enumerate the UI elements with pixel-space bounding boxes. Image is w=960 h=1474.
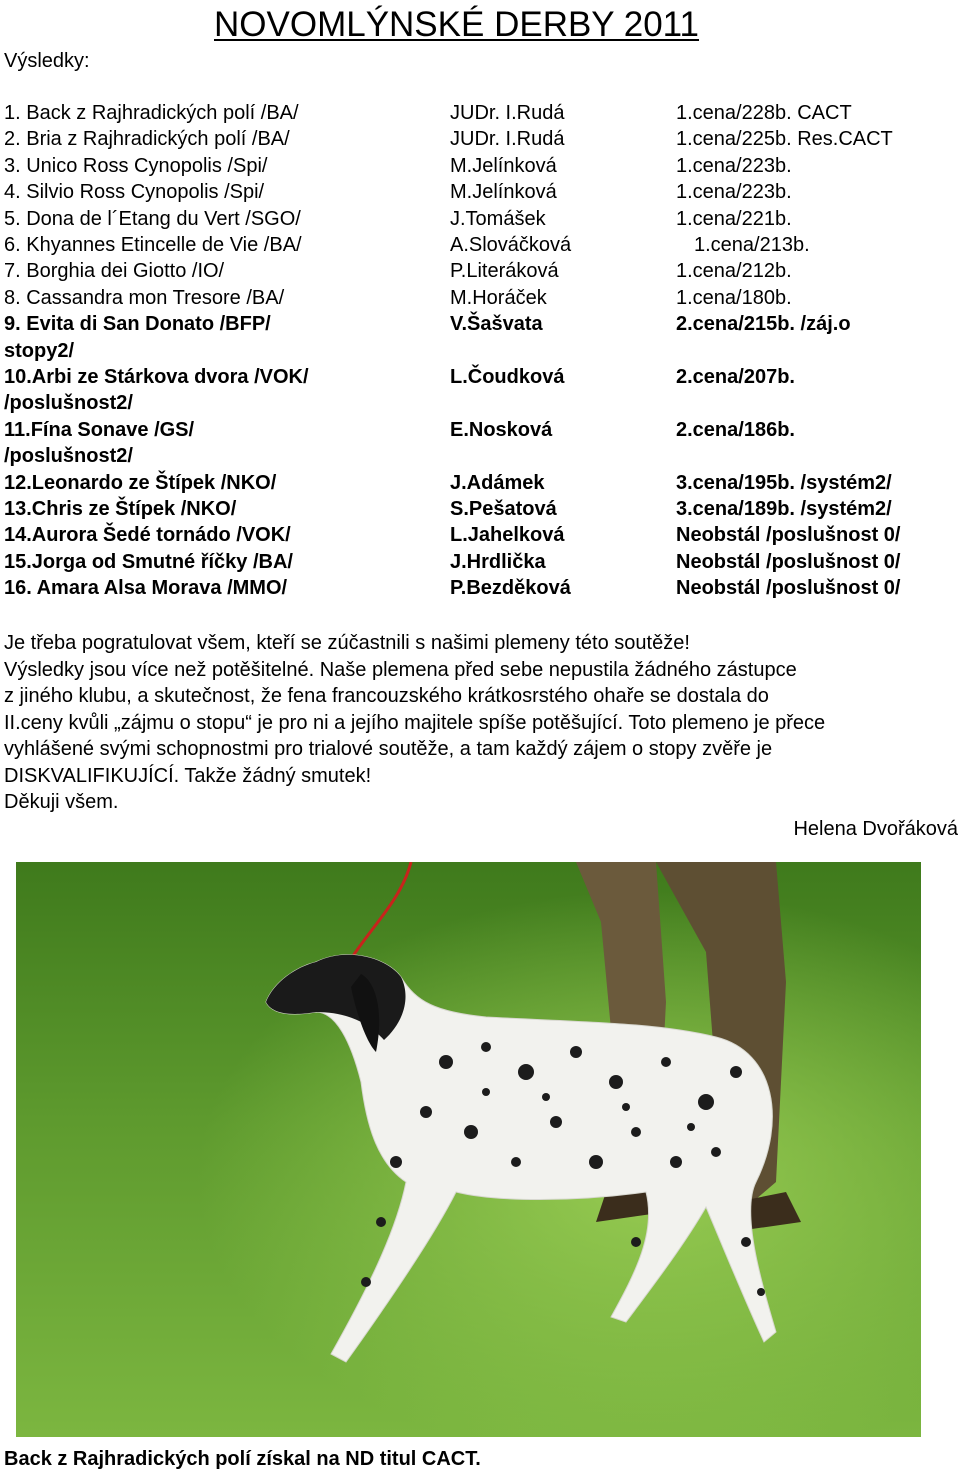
handler-name: V.Šašvata: [450, 313, 543, 336]
handler-name: M.Horáček: [450, 286, 547, 309]
result-row: [4, 232, 954, 258]
result-row: [4, 285, 954, 311]
handler-name: JUDr. I.Rudá: [450, 128, 565, 151]
dog-name: 4. Silvio Ross Cynopolis /Spi/: [4, 181, 265, 204]
result-value: 1.cena/212b.: [676, 260, 792, 283]
dog-name: 13.Chris ze Štípek /NKO/: [4, 497, 237, 520]
dog-name: 6. Khyannes Etincelle de Vie /BA/: [4, 233, 302, 256]
result-continuation: stopy2/: [4, 339, 75, 362]
handler-name: L.Čoudková: [450, 365, 565, 388]
handler-name: P.Literáková: [450, 260, 559, 283]
dog-name: 5. Dona de l´Etang du Vert /SGO/: [4, 207, 301, 230]
result-row: [4, 522, 954, 548]
result-value: 1.cena/225b. Res.CACT: [676, 128, 893, 151]
dog-name: 12.Leonardo ze Štípek /NKO/: [4, 471, 277, 494]
result-row: [4, 153, 954, 179]
body-line: II.ceny kvůli „zájmu o stopu“ je pro ni a jejího majitele spíše potěšující. Toto plemeno je přece: [4, 711, 826, 734]
handler-name: J.Hrdlička: [450, 550, 546, 573]
body-line: Děkuji všem.: [4, 791, 119, 813]
dog-name: 14.Aurora Šedé tornádo /VOK/: [4, 524, 291, 547]
result-continuation: /poslušnost2/: [4, 445, 133, 468]
result-value: Neobstál /poslušnost 0/: [676, 550, 901, 573]
result-value: 1.cena/228b. CACT: [676, 102, 852, 124]
result-row: [4, 311, 954, 364]
result-value: 1.cena/223b.: [676, 181, 792, 204]
result-row: [4, 470, 954, 496]
result-value: 2.cena/207b.: [676, 365, 795, 388]
result-value: 3.cena/195b. /systém2/: [676, 471, 892, 494]
body-line: z jiného klubu, a skutečnost, že fena francouzského krátkosrstého ohaře se dostala do: [4, 685, 769, 707]
results-list: [4, 100, 954, 601]
dog-name: 11.Fína Sonave /GS/: [4, 418, 195, 441]
dog-photo: [16, 862, 921, 1437]
handler-name: JUDr. I.Rudá: [450, 102, 565, 124]
dog-name: 3. Unico Ross Cynopolis /Spi/: [4, 154, 268, 177]
result-row: [4, 364, 954, 417]
result-value: Neobstál /poslušnost 0/: [676, 524, 901, 547]
dog-name: 8. Cassandra mon Tresore /BA/: [4, 286, 285, 309]
result-row: [4, 258, 954, 284]
body-line: vyhlášené svými schopnostmi pro trialové soutěže, a tam každý zájem o stopy zvěře je: [4, 738, 773, 760]
dog-name: 15.Jorga od Smutné říčky /BA/: [4, 550, 293, 573]
result-row: [4, 417, 954, 470]
body-line: DISKVALIFIKUJÍCÍ. Takže žádný smutek!: [4, 764, 372, 787]
body-line: Je třeba pogratulovat všem, kteří se zúčastnili s našimi plemeny této soutěže!: [4, 632, 690, 654]
handler-name: M.Jelínková: [450, 154, 557, 177]
result-row: [4, 100, 954, 126]
result-row: [4, 496, 954, 522]
handler-name: A.Slováčková: [450, 233, 572, 256]
result-row: [4, 206, 954, 232]
dog-name: 9. Evita di San Donato /BFP/: [4, 313, 271, 336]
dog-name: 1. Back z Rajhradických polí /BA/: [4, 102, 299, 124]
handler-name: P.Bezděková: [450, 577, 571, 600]
handler-name: J.Adámek: [450, 471, 545, 494]
author-signature: Helena Dvořáková: [793, 818, 958, 840]
result-row: [4, 126, 954, 152]
result-value: 1.cena/221b.: [676, 207, 792, 230]
result-value: 2.cena/186b.: [676, 418, 795, 441]
result-value: 2.cena/215b. /záj.o: [676, 313, 851, 336]
photo-caption: Back z Rajhradických polí získal na ND titul CACT.: [4, 1448, 481, 1470]
body-text: [4, 630, 960, 816]
result-value: 1.cena/180b.: [676, 286, 792, 309]
page-title: NOVOMLÝNSKÉ DERBY 2011: [214, 5, 700, 44]
dog-name: 7. Borghia dei Giotto /IO/: [4, 260, 225, 283]
dog-name: 16. Amara Alsa Morava /MMO/: [4, 577, 288, 600]
result-row: [4, 549, 954, 575]
dog-name: 10.Arbi ze Stárkova dvora /VOK/: [4, 365, 309, 388]
handler-name: M.Jelínková: [450, 181, 557, 204]
results-label: Výsledky:: [4, 50, 90, 72]
handler-name: E.Nosková: [450, 418, 553, 441]
dog-name: 2. Bria z Rajhradických polí /BA/: [4, 128, 290, 151]
result-row: [4, 179, 954, 205]
result-continuation: /poslušnost2/: [4, 392, 133, 415]
handler-name: L.Jahelková: [450, 524, 565, 547]
result-value: 1.cena/223b.: [676, 154, 792, 177]
result-value: 1.cena/213b.: [694, 233, 810, 256]
result-row: [4, 575, 954, 601]
handler-name: J.Tomášek: [450, 207, 546, 230]
body-line: Výsledky jsou více než potěšitelné. Naše plemena před sebe nepustila žádného zástupce: [4, 658, 797, 681]
handler-name: S.Pešatová: [450, 497, 557, 520]
result-value: 3.cena/189b. /systém2/: [676, 497, 892, 520]
result-value: Neobstál /poslušnost 0/: [676, 577, 901, 600]
